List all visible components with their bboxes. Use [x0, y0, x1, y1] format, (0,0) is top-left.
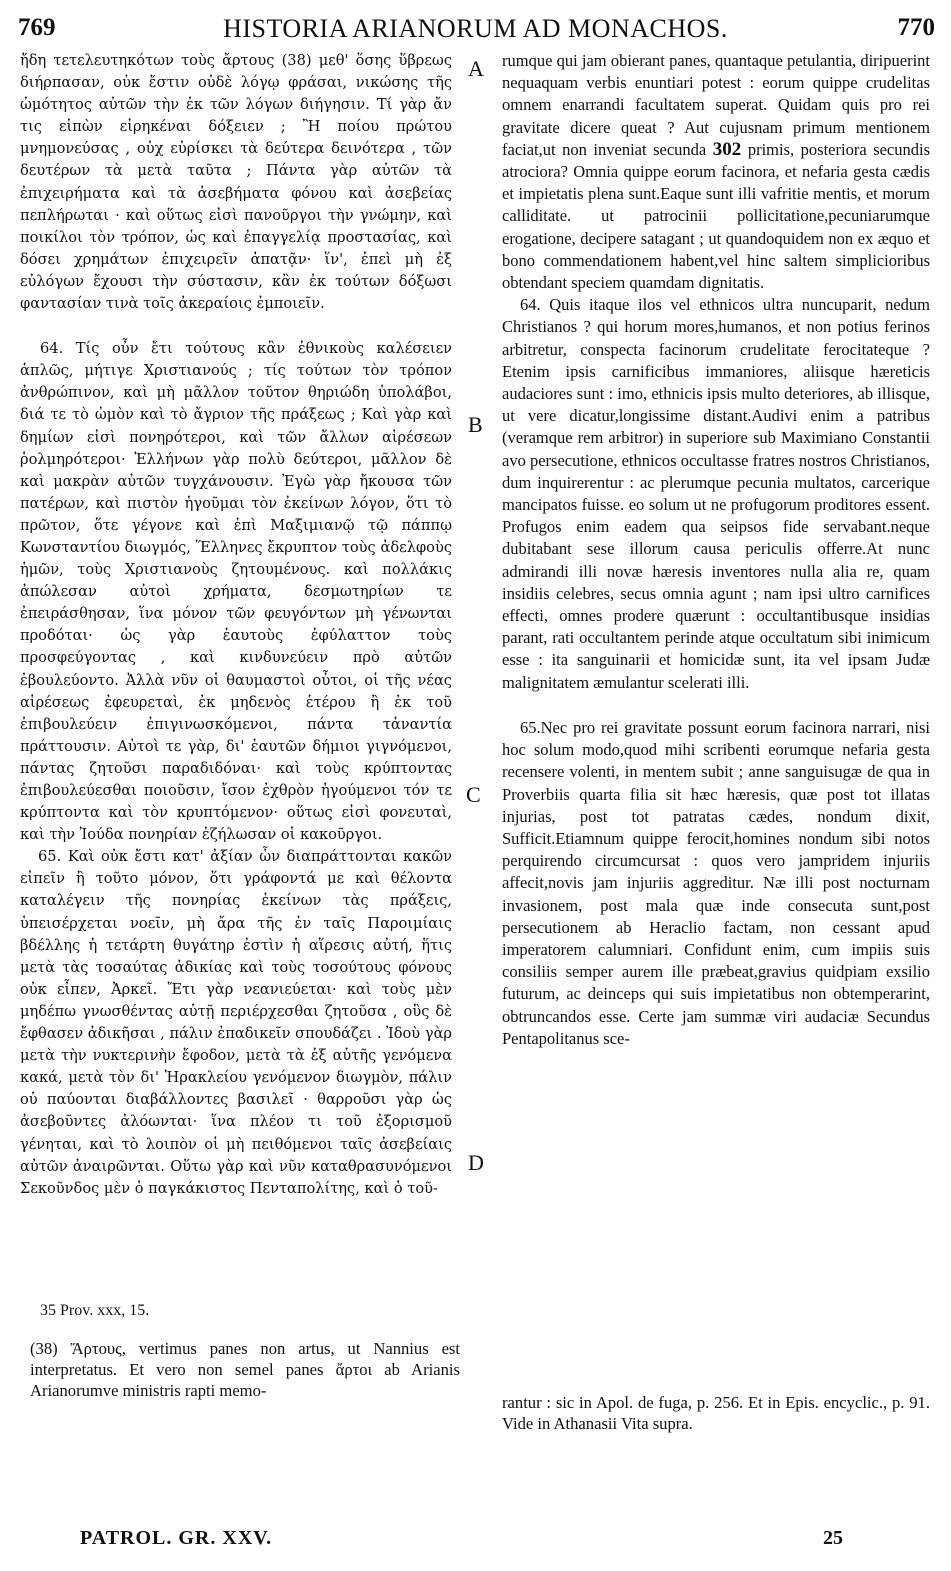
margin-letter-d: D: [468, 1150, 484, 1175]
page-header: [0, 14, 951, 48]
column-number: 302: [712, 138, 742, 160]
note-38-left: (38) Ἄρτους, vertimus panes non artus, ut Nannius est interpretatus. Et vero non semel panes ἄρτοι ab Arianis Arianorumve ministris rapti memo-: [30, 1339, 460, 1400]
footer-signature: 25: [823, 1527, 843, 1549]
margin-letter-a: A: [468, 56, 484, 81]
note-38-right: rantur : sic in Apol. de fuga, p. 256. Et in Epis. encyclic., p. 91. Vide in Athanasii Vita supra.: [502, 1393, 930, 1433]
scripture-footnote: 35 Prov. xxx, 15.: [40, 1302, 150, 1319]
latin-paragraph-64: 64. Quis itaque ilos vel ethnicos ultra nuncuparit, nedum Christianos ? qui horum mores,humanos, et non potius ferinos arbitretur, conspecta facinorum crudelitate ferocitateque ? Etenim ipsis carnificibus immaniores, aliisque hæreticis audaciores sunt : imo, ethnicis ipsis multo deteriores, ab illisque, ut vere dicatur,longissime distant.Audivi enim a patribus (veramque rem arbitror) in superiore sub Maximiano Constantii avo persecutione, ethnicos occultasse fratres nostros Christianos, dum inquirerentur : ac plerumque pecunia multatos, carcerique mancipatos fuisse. eo solum ut ne profugorum proditores essent. Profugos enim eadem qua seipsos fide servabant.neque dubitabant sese illorum causa periculis offerre.At nunc admirandi illi novæ hæresis inventores nulla alia re, quam insidiis celebres, secus omnia agunt ; nam ipsi ultro carnifices effecti, omnes prodere quærunt : occultantibusque insidias parant, rati occultantem perinde atque occultatum sibi inimicum esse : ita sanguinarii et homicidæ sunt, ita vel ipsam Judæ malignitatem æmulantur scelerati illi.: [502, 295, 930, 692]
running-title: HISTORIA ARIANORUM AD MONACHOS.: [223, 14, 728, 43]
greek-paragraph-64: 64. Τίς οὖν ἔτι τούτους κἂν ἐθνικοὺς καλέσειεν ἁπλῶς, μήτιγε Χριστιανούς ; τίς τούτων τὸν τρόπον ἀνθρώπινον, καὶ μὴ μᾶλλον τοῦτον θηριώδη ὑπολάβοι, διά τε τὸ ὠμὸν καὶ τὸ ἄγριον τῆς πράξεως ; Καὶ γὰρ καὶ δημίων εἰσὶ πονηρότεροι, καὶ τῶν ἄλλων αἱρέσεων ῥολμηρότεροι· Ἑλλήνων γὰρ πολὺ δεύτεροι, μᾶλλον δὲ καὶ μακρὰν αὐτῶν τυγχάνουσιν. Ἐγὼ γὰρ ἤκουσα τῶν πατέρων, καὶ πιστὸν ἡγοῦμαι τὸν ἐκείνων λόγον, ὅτι τὸ πρῶτον, ὅτε γέγονε καὶ ἐπὶ Μαξιμιανῷ τῷ πάππῳ Κωνσταντίου διωγμός, Ἕλληνες ἔκρυπτον τοὺς ἀδελφοὺς ἡμῶν, τοὺς Χριστιανοὺς ζητουμένους. καὶ πολλάκις ἀπώλεσαν αὐτοὶ χρήματα, δεσμωτηρίων τε ἐπειράσθησαν, ἵνα μόνον τῶν φευγόντων μὴ γένωνται προδόται· ὡς γὰρ ἑαυτοὺς ἐφύλαττον τοὺς προσφεύγοντας , καὶ κινδυνεύειν πρὸ αὐτῶν ἐβουλεύοντο. Ἀλλὰ νῦν οἱ θαυμαστοὶ οὗτοι, οἱ τῆς νέας αἱρέσεως ἐφευρεταὶ, ἐκ μηδενὸς ἑτέρου ἢ ἐκ τοῦ ἐπιβουλεύειν ἐπιγινωσκόμενοι, πάντα τἀναντία πράττουσιν. Αὐτοὶ τε γὰρ, δι' ἑαυτῶν δήμιοι γιγνόμενοι, πάντας ζητοῦσι παραδιδόναι· καὶ τοὺς κρύπτοντας ἐπιβουλεύεσθαι ποιοῦσιν, ἴσον ἐχθρὸν ἡγούμενοι τόν τε κρύπτοντα καὶ τὸν κρυπτόμενον· οὕτως εἰσὶ φονευταὶ, καὶ τὴν Ἰούδα πονηρίαν ἐζήλωσαν οἱ κακοῦργοι.: [20, 340, 452, 844]
page-number-right: 770: [897, 14, 935, 41]
margin-letter-c: C: [466, 782, 481, 807]
greek-paragraph-65: 65. Καὶ οὐκ ἔστι κατ' ἀξίαν ὧν διαπράττονται κακῶν εἰπεῖν ἢ τοῦτο μόνον, ὅτι γράφοντά με καὶ θέλοντα καταλέγειν τῆς πονηρίας ἐκείνων τὰς πράξεις, ὑπεισέρχεται νοεῖν, μὴ ἄρα τῆς ἐν ταῖς Παροιμίαις βδέλλης ἡ τετάρτη θυγάτηρ ἐστὶν ἡ αἵρεσις αὐτή, ἥτις μετὰ τὰς τοσαύτας ἀδικίας καὶ τοὺς τοσούτους φόνους οὐκ εἶπεν, Ἀρκεῖ. Ἔτι γὰρ νεανιεύεται· καὶ τοὺς μὲν μηδέπω γνωσθέντας αὐτῇ περιέρχεσθαι ζητοῦσα , οὓς δὲ ἔφθασεν ἀδικῆσαι , πάλιν ἐπαδικεῖν σπουδάζει . Ἰδοὺ γὰρ μετὰ τὴν νυκτερινὴν ἔφοδον, μετὰ τὰ ἐξ αὐτῆς γενόμενα κακά, μετὰ τὸν δι' Ἡρακλείου γενόμενον διωγμὸν, πάλιν οὐ παύονται διαβάλλοντες βασιλεῖ · θαρροῦσι γὰρ ὡς ἀσεβοῦντες ἀλόωνται· ἵνα πλέον τι τοῦ ἐξορισμοῦ γένηται, καὶ τὸ λοιπὸν οἱ μὴ πειθόμενοι ταῖς ἀσεβείαις αὐτῶν ἀναιρῶνται. Οὕτω γὰρ καὶ νῦν καταθρασυνόμενοι Σεκοῦνδος μὲν ὁ παγκάκιστος Πενταπολίτης, καὶ ὁ τοῦ-: [20, 848, 452, 1197]
latin-paragraph-intro: [502, 50, 930, 294]
page-number-left: 769: [18, 14, 56, 41]
greek-paragraph-intro: ἤδη τετελευτηκότων τοὺς ἄρτους (38) μεθ' ὅσης ὕβρεως διήρπασαν, οὐκ ἔστιν οὐδὲ λόγῳ φράσαι, νικώσης τῆς ὠμότητος αὐτῶν τὴν ἐκ τῶν λόγων διήγησιν. Τί γὰρ ἄν τις εἰπὼν εἰρηκέναι δόξειεν ; Ἢ ποίου πρώτου μνημονεύσας , οὐχ εὑρίσκει τὰ δεύτερα δεινότερα , τῶν δευτέρων τὰ μετὰ ταῦτα ; Πάντα γὰρ αὐτῶν τὰ ἐπιχειρήματα καὶ τὰ ἀσεβήματα φόνου καὶ ἀσεβείας πεπλήρωται · καὶ οὕτως εἰσὶ πανοῦργοι τὴν γνώμην, καὶ ποικίλοι τὸν τρόπον, ὡς καὶ ἐπαγγελίᾳ προστασίας, καὶ δόσει χρημάτων ἐπιχειρεῖν ἀπατᾷν· ἵν', ἐπεὶ μὴ ἐξ εὐλόγων ἔχουσι τὴν σύστασιν, κἂν ἐκ τούτων δόξωσι φαντασίαν τινὰ τοῖς ἀκεραίοις ἐμποιεῖν.: [20, 52, 452, 313]
latin-paragraph-65: 65.Nec pro rei gravitate possunt eorum facinora narrari, nisi hoc solum modo,quod mihi scribenti eorumque nefaria gesta recensere volenti, in mentem subit ; anne sanguisugæ de qua in Proverbiis quarta filia sit hæc hæresis, quæ post tot illatas injurias, post tot patratas cædes, nondum dixit, Sufficit.Etiamnum quippe ferocit,homines nondum sibi notos perquirendo circumcursat : quos vero jampridem injuriis affecit,novis jam injuriis aggreditur. Næ illi post nocturnam invasionem, post mala quæ inde consecuta sunt,post persecutionem ab Heraclio factam, non cessant apud imperatorem calumniari. Confidunt enim, cum impiis suis consiliis semper aurem ille præbeat,gravius quidpiam exsilio futurum, ac deinceps qui suis impietatibus non obtemperarint, obtruncandos esse. Certe jam summæ viri audaciæ Secundus Pentapolitanus sce-: [502, 717, 930, 1048]
latin-intro-part-b: primis, posteriora secundis atrociora? Omnia quippe eorum facinora, et nefaria gesta cædis et impietatis plena sunt.Eaque sunt illi vafritie mentis, et morum calliditate. ut patrocinii pollicitatione,pecuniarumque erogatione, decipere satagant ; ut quandoquidem non ex æquo et bono commendationem habent,vel hinc saltem simplicioribus obtendant speciem quamdam dignitatis.: [502, 139, 931, 293]
latin-column: [502, 50, 930, 1050]
greek-column: [20, 50, 452, 1200]
latin-intro-part-a: rumque qui jam obierant panes, quantaque petulantia, diripuerint nequaquam verbis enuntiari potest : eorum quippe crudelitas omnem enarrandi facultatem superat. Quidam quis pro rei gravitate dicere queat ? Aut cujusnam primum mentionem faciat,ut non inveniat secunda: [502, 51, 930, 159]
margin-letter-b: B: [468, 412, 483, 437]
footer-volume: PATROL. GR. XXV.: [80, 1527, 273, 1549]
